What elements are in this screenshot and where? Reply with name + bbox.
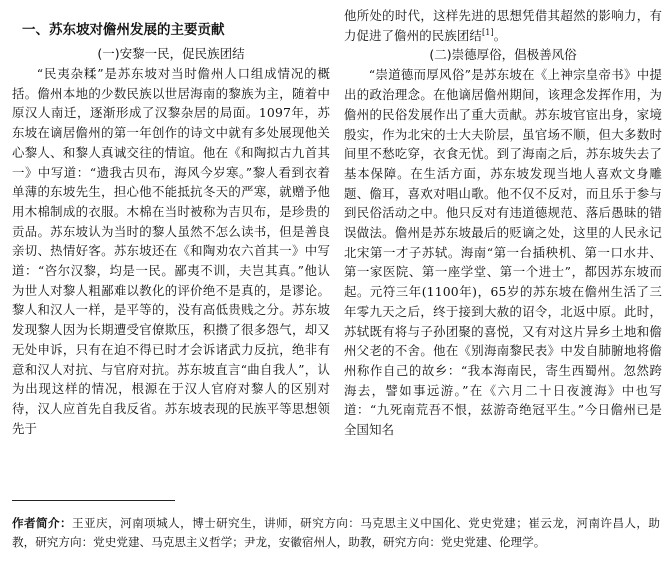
paragraph-1-end: 。 <box>493 27 507 43</box>
paragraph-1: “民夷杂糅”是苏东坡对当时儋州人口组成情况的概括。儋州本地的少数民族以世居海南的黎族为主，随着中原汉人南迁，逐渐形成了汉黎杂居的局面。1097年，苏东坡在谪居儋州的第一年创作的诗文中就有多处展现他关心黎人、和黎人真诚交往的情谊。他在《和陶拟古九首其一》中写道：“遗我古贝布，海风今岁寒。”黎人看到衣着单薄的东坡先生，担心他不能抵抗冬天的严寒，就赠予他用木棉制成的衣服。木棉在当时被称为吉贝布，是珍贵的贡品。苏东坡认为当时的黎人虽然不怎么读书，但是善良亲切、热情好客。苏东坡还在《和陶劝农六首其一》中写道：“咨尔汉黎，均是一民。鄙夷不训，夫岂其真。”他认为世人对黎人粗鄙难以教化的评价绝不是真的，是谬论。黎人和汉人一样，是平等的，没有高低贵贱之分。苏东坡发现黎人因为长期遭受官僚欺压，积攒了很多怨气，却又无处申诉，只有在迫不得已时才会诉诸武力反抗，绝非有意和汉人对抗、与官府对抗。苏东坡直言“曲自我人”，认为出现这样的情况，根源在于汉人官府对黎人的区别对待，汉人应首先自我反省。苏东坡表现的民族平等思想领先于 <box>12 66 330 436</box>
right-column <box>344 6 662 440</box>
author-note <box>12 514 660 552</box>
author-note-text: 王亚庆，河南项城人，博士研究生，讲师，研究方向：马克思主义中国化、党史党建；崔云龙，河南许昌人，助教，研究方向：党史党建、马克思主义哲学；尹龙，安徽宿州人，助教，研究方向：党史党建、伦理学。 <box>12 516 660 549</box>
left-column <box>12 6 330 438</box>
paragraph-2: “崇道德而厚风俗”是苏东坡在《上神宗皇帝书》中提出的政治理念。在他谪居儋州期间，该理念发挥作用，为儋州的民俗发展作出了重大贡献。苏东坡官宦出身，家境殷实，作为北宋的士大夫阶层，虽官场不顺，但大多数时间里不愁吃穿，衣食无忧。到了海南之后，苏东坡失去了基本保障。在生活方面，苏东坡发现当地人喜欢文身雕题、儋耳，喜欢对唱山歌。他不仅不反对，而且乐于参与到民俗活动之中。他只反对有违道德规范、落后愚昧的错误做法。儋州是苏东坡最后的贬谪之处，这里的人民永记北宋第一才子苏轼。海南“第一台插秧机、第一口水井、第一家医院、第一座学堂、第一个进士”，都因苏东坡而起。元符三年(1100年)，65岁的苏东坡在儋州生活了三年零九天之后，终于接到大赦的诏令，北返中原。此时，苏轼既有将与子孙团聚的喜悦，又有对这片异乡土地和儋州父老的不舍。他在《别海南黎民表》中发自肺腑地将儋州称作自己的故乡：“我本海南民，寄生西蜀州。忽然跨海去，譬如事远游。”在《六月二十日夜渡海》中也写道：“九死南荒吾不恨，兹游奇绝冠平生。”今日儋州已是全国知名 <box>344 67 662 438</box>
subsection-title-1: (一)安黎一民，促民族团结 <box>97 46 245 61</box>
section-title: 一、苏东坡对儋州发展的主要贡献 <box>22 22 225 38</box>
author-note-label: 作者简介： <box>12 516 73 530</box>
paragraph-1-continued-text: 他所处的时代，这样先进的思想凭借其超然的影响力，有力促进了儋州的民族团结 <box>344 8 662 43</box>
footnote-divider <box>12 500 175 501</box>
subsection-title-2: (二)崇德厚俗，倡极善风俗 <box>429 47 577 63</box>
citation-1: [1] <box>481 27 494 37</box>
paragraph-1-continued <box>344 6 662 45</box>
